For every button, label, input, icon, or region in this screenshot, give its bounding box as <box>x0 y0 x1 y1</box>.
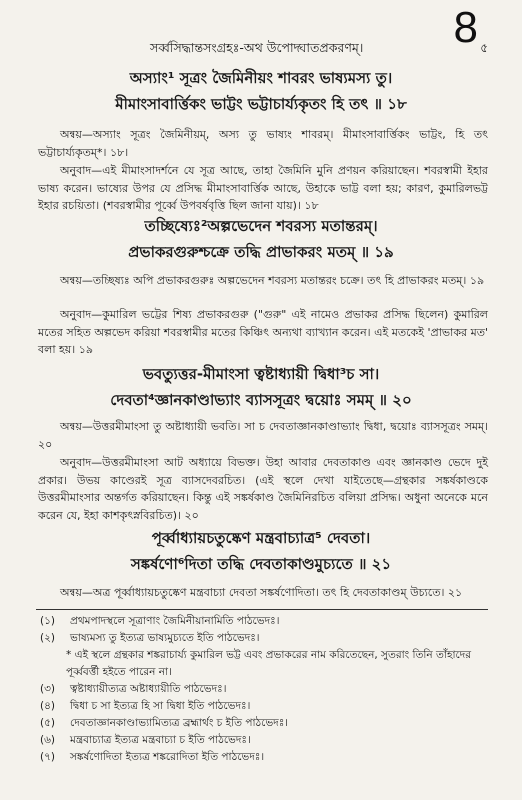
footnote-text: ত্বষ্টাধ্যায়ীত্যত্র অষ্টাধ্যায়ীতি পাঠভেদঃ। <box>70 683 227 695</box>
footnote-divider <box>36 609 488 610</box>
anvaya-text: অন্বয়—উত্তরমীমাংসা তু অষ্টাধ্যায়ী ভবতি। সা চ দেবতাজ্ঞানকাণ্ডাভ্যাং দ্বিধা, দ্বয়োঃ ব্যাসসূত্রং সমম্। ২০ <box>38 420 488 451</box>
footnote-text: সঙ্কর্ষণোদিতা ইত্যত্র শঙ্করোদিতা ইতি পাঠভেদঃ। <box>70 751 265 763</box>
footnote-number: (২) <box>40 632 56 644</box>
anuvad-paragraph <box>38 454 488 524</box>
verse-line: প্রভাকরগুরুশ্চক্রে তদ্ধি প্রাভাকরং মতম্ ॥ ১৯ <box>128 243 394 261</box>
footnote-text: প্রথমপাদস্থলে সূত্রাণাং জৈমিনীয়ানামিতি পাঠভেদঃ। <box>70 615 280 627</box>
footnote-number: (১) <box>40 615 56 627</box>
verse-line: সঙ্কর্ষণো⁶দিতা তদ্ধি দেবতাকাণ্ডমুচ্যতে ॥ ২১ <box>130 555 392 573</box>
footnote <box>40 715 488 732</box>
footnote-number: (৭) <box>40 751 56 763</box>
footnote-number: (৬) <box>40 734 56 746</box>
footnote-text: দ্বিধা চ সা ইত্যত্র হি সা দ্বিধা ইতি পাঠভেদঃ। <box>70 700 251 712</box>
anuvad-text: অনুবাদ—কুমারিল ভট্টের শিষ্য প্রভাকরগুরু ("গুরু" এই নামেও প্রভাকর প্রসিদ্ধ ছিলেন) কুমারিল মতের সহিত অল্পভেদ করিয়া শবরস্বামীর মতের কিঞ্চিৎ অন্যথা ব্যাখ্যান করেন। এই মতকেই 'প্রাভাকর মত' বলা হয়। ১৯ <box>38 308 488 356</box>
footnote <box>40 647 488 681</box>
footnote <box>40 732 488 749</box>
verse-line: অস্যাং¹ সূত্রং জৈমিনীয়ং শাবরং ভাষ্যমস্য তু। <box>129 69 393 87</box>
anuvad-text: অনুবাদ—এই মীমাংসাদর্শনে যে সূত্র আছে, তাহা জৈমিনি মুনি প্রণয়ন করিয়াছেন। শবরস্বামী ইহার ভাষ্য করেন। ভাষ্যের উপর যে প্রসিদ্ধ মীমাংসাবার্ত্তিক আছে, উহাকে ভাট্ট বলা হয়; কারণ, কুমারিলভট্ট ইহার রচয়িতা। (শবরস্বামীর পূর্ব্বে উপবর্ষবৃত্তি ছিল জানা যায়)। ১৮ <box>38 164 488 212</box>
anuvad-text: অনুবাদ—উত্তরমীমাংসা আট অধ্যায়ে বিভক্ত। উহা আবার দেবতাকাণ্ড এবং জ্ঞানকাণ্ড ভেদে দুই প্রকার। উভয় কাণ্ডেরই সূত্র ব্যাসদেবরচিত। (এই স্থলে দেখা যাইতেছে—গ্রন্থকার সঙ্কর্ষকাণ্ডকে উত্তরমীমাংসার অন্তর্গত করিয়াছেন। কিন্তু এই সঙ্কর্ষকাণ্ড জৈমিনিরচিত বলিয়া প্রসিদ্ধ। অধুনা অনেকে মনে করেন যে, ইহা কাশকৃৎস্নবিরচিত)। ২০ <box>38 456 488 522</box>
footnote <box>40 630 488 647</box>
footnote <box>40 613 488 630</box>
anvaya-paragraph <box>38 126 488 161</box>
footnote <box>40 749 488 766</box>
footnotes <box>40 613 488 766</box>
footnote-text: মন্ত্রবাচ্যাত্র ইত্যত্র মন্ত্রবাচ্যা চ ইতি পাঠভেদঃ। <box>70 734 251 746</box>
footnote-number: (৫) <box>40 717 56 729</box>
anvaya-paragraph <box>38 584 488 602</box>
footnote-text: এই স্থলে গ্রন্থকার শঙ্করাচার্য্য কুমারিল ভট্ট এবং প্রভাকরের নাম করিতেছেন, সুতরাং তিনি তাঁহাদের পূর্ব্ববর্ত্তী হইতে পারেন না। <box>66 649 472 678</box>
footnote-number: (৩) <box>40 683 56 695</box>
footnote-text: দেবতাজ্ঞানকাণ্ডাভ্যামিত্যত্র ব্রহ্মার্থং চ ইতি পাঠভেদঃ। <box>70 717 289 729</box>
anuvad-paragraph <box>38 162 488 215</box>
page-number: ৫ <box>480 41 488 55</box>
footnote-number: (৪) <box>40 700 56 712</box>
anvaya-text: অন্বয়—তচ্ছিষ্যঃ অপি প্রভাকরগুরুঃ অল্পভেদেন শবরস্য মতান্তরং চক্রে। তৎ হি প্রাভাকরং মতম্। ১৯ <box>60 274 485 287</box>
verse-line: তচ্ছিষ্যেঃ²অল্পভেদেন শবরস্য মতান্তরম্। <box>144 217 378 235</box>
footnote-text: ভাষ্যমস্য তু ইত্যত্র ভাষ্যমুচ্যতে ইতি পাঠভেদঃ। <box>70 632 260 644</box>
anvaya-text: অন্বয়—অস্যাং সূত্রং জৈমিনীয়ম্, অস্য তু ভাষ্যং শাবরম্। মীমাংসাবার্ত্তিকং ভাট্টং, হি তৎ ভট্টাচার্য্যকৃতম্*। ১৮। <box>38 128 488 159</box>
verse-line: দেবতা⁴জ্ঞানকাণ্ডাভ্যাং ব্যাসসূত্রং দ্বয়োঃ সমম্ ॥ ২০ <box>110 391 412 409</box>
footnote <box>40 698 488 715</box>
anvaya-paragraph <box>38 272 488 290</box>
page-mark: 8 <box>453 3 478 52</box>
anuvad-paragraph <box>38 306 488 359</box>
running-head: সর্ব্বসিদ্ধান্তসংগ্রহঃ-অথ উপোদ্ঘাতপ্রকরণম্। <box>150 40 364 55</box>
anvaya-text: অন্বয়—অত্র পূর্ব্বাধ্যায়চতুষ্কেণ মন্ত্রবাচ্যা দেবতা সঙ্কর্ষণোদিতা। তৎ হি দেবতাকাণ্ডম্ উচ্যতে। ২১ <box>60 586 463 599</box>
verse-line: ভবত্যুত্তর-মীমাংসা ত্বষ্টাধ্যায়ী দ্বিধা³চ সা। <box>142 365 380 383</box>
verse-line: পূর্ব্বাধ্যায়চতুষ্কেণ মন্ত্রবাচ্যাত্র⁵ দেবতা। <box>151 529 371 547</box>
footnote-number: * <box>66 649 72 661</box>
footnote <box>40 681 488 698</box>
anvaya-paragraph <box>38 418 488 453</box>
verse-line: মীমাংসাবার্ত্তিকং ভাট্টং ভট্টাচার্য্যকৃতং হি তৎ ॥ ১৮ <box>115 95 407 113</box>
